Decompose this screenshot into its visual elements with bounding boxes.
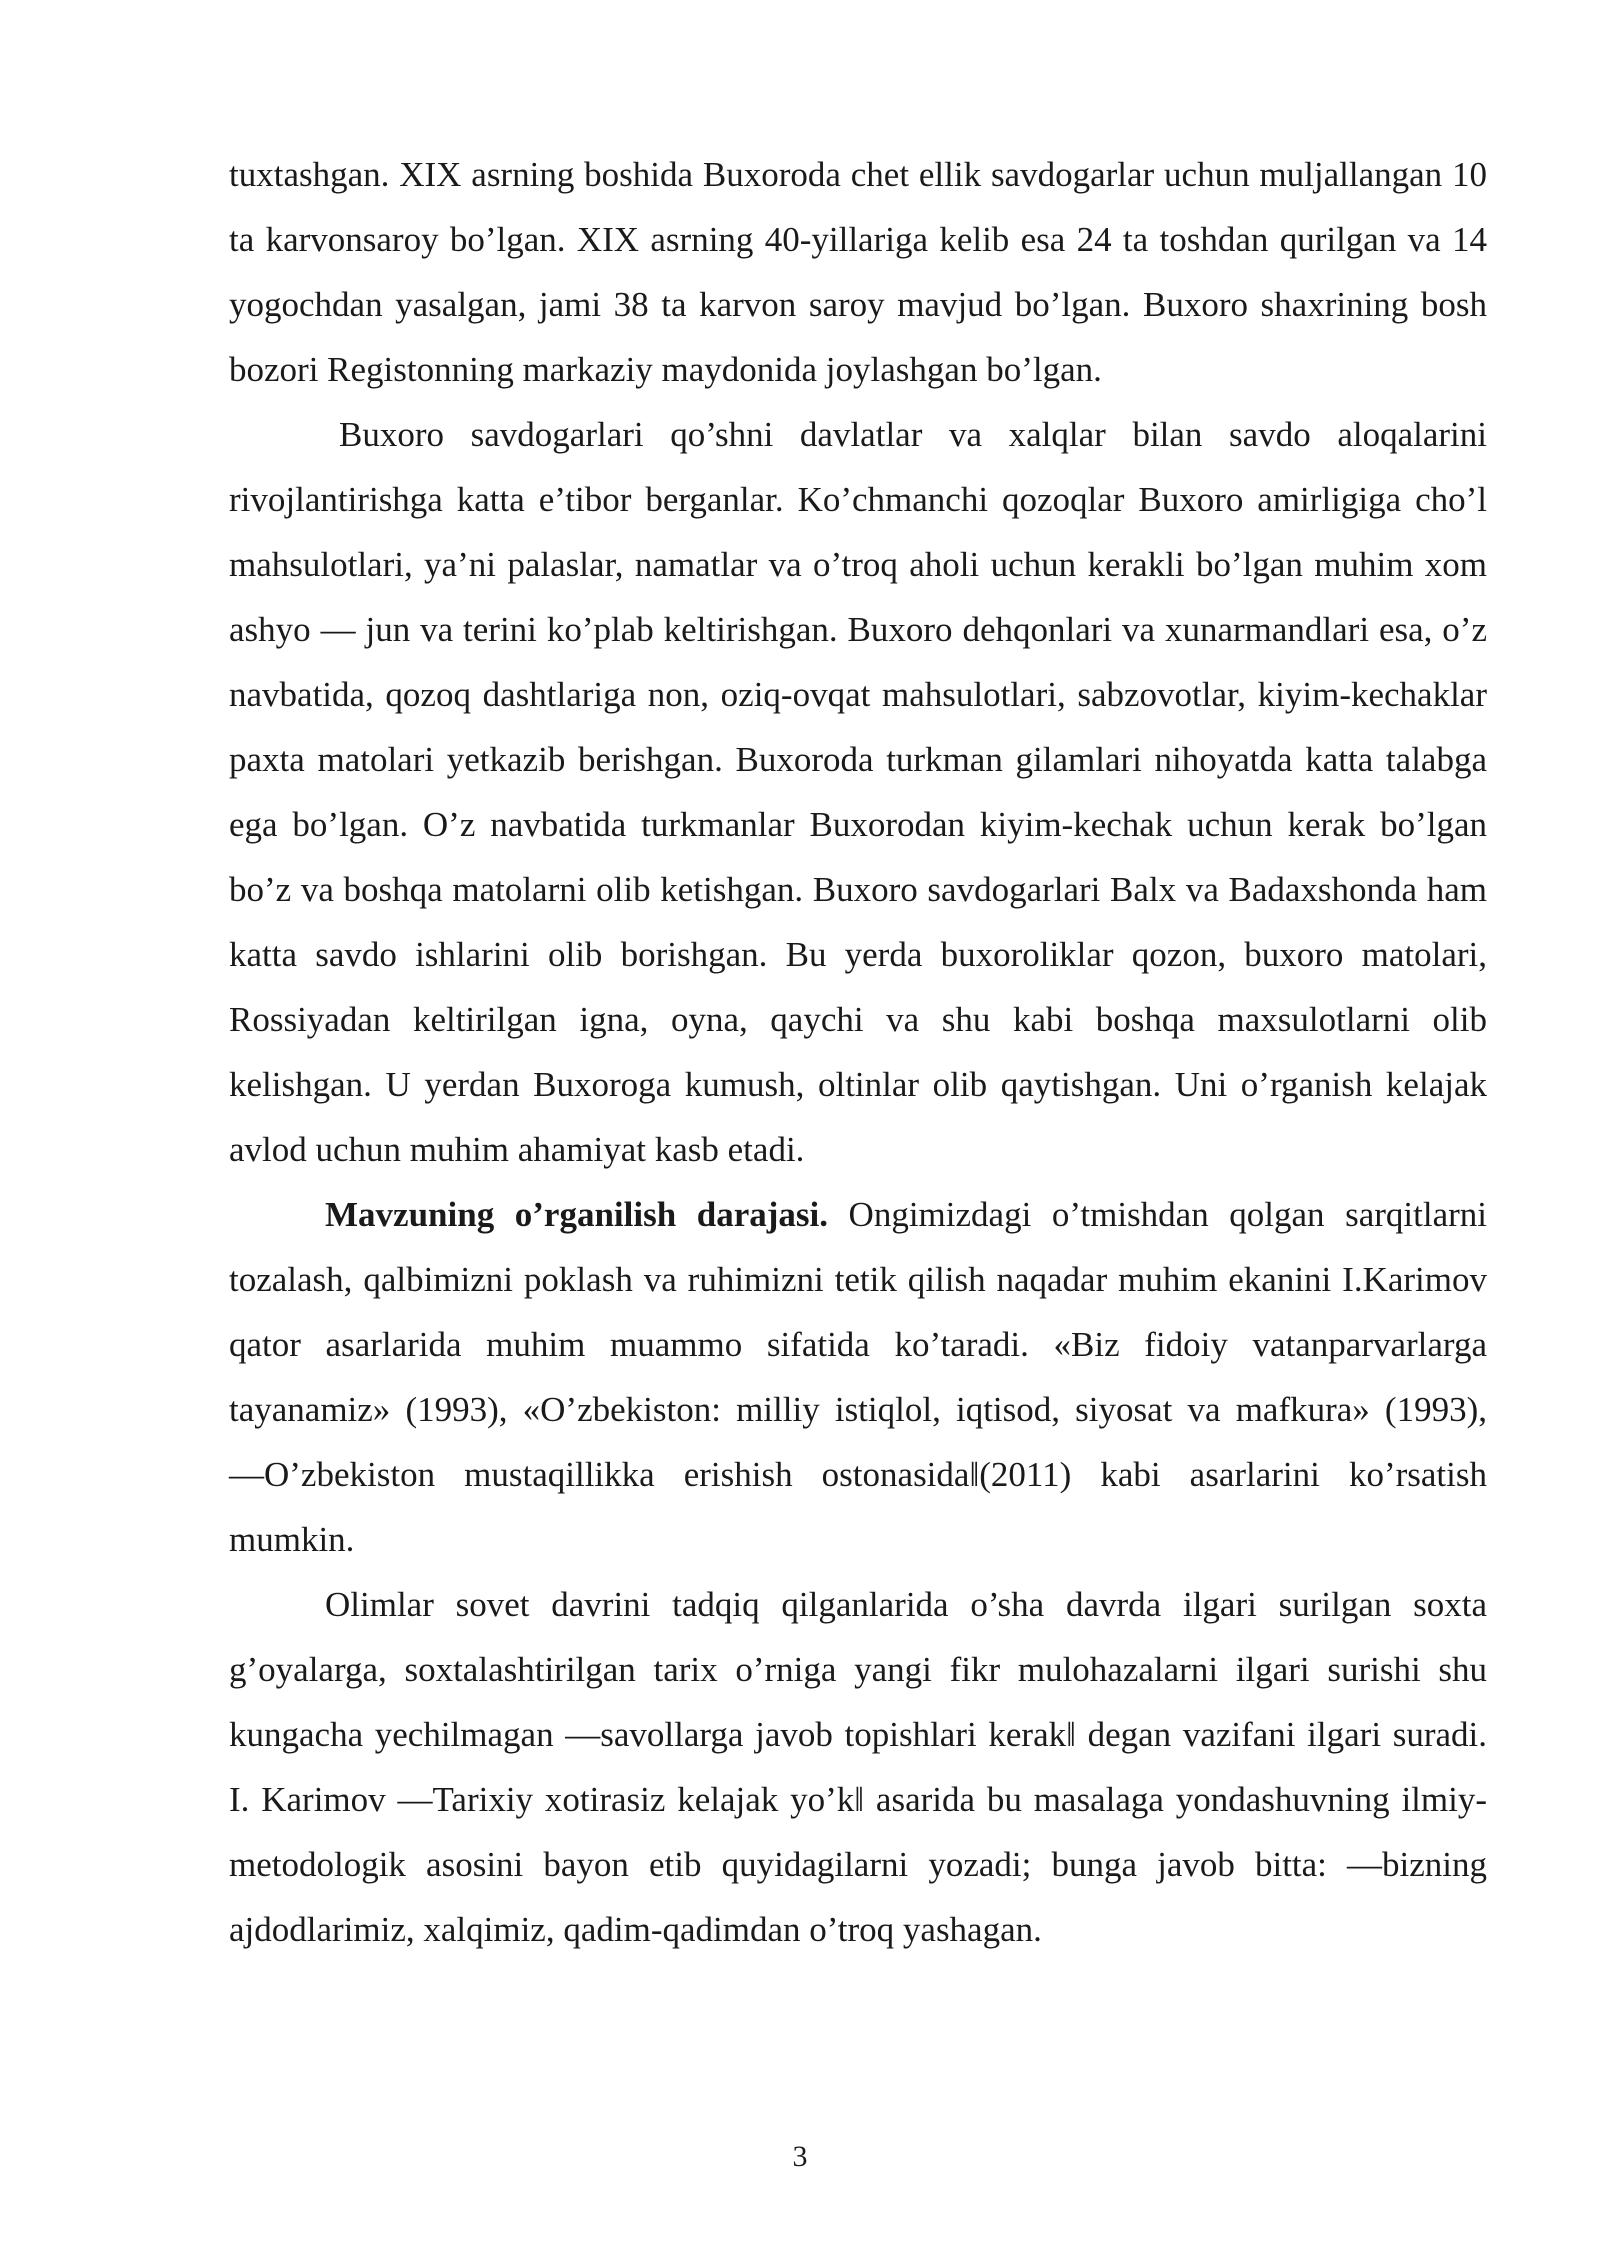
paragraph-olimlar	[229, 1572, 1487, 1962]
page-number: 3	[792, 2140, 808, 2173]
body-text	[229, 142, 1487, 1962]
paragraph-organilish-darajasi	[229, 1182, 1487, 1572]
paragraph-text: Buxoro savdogarlari qo’shni davlatlar va xalqlar bilan savdo aloqalarini rivojlantirishga katta e’tibor berganlar. Ko’chmanchi qozoqlar Buxoro amirligiga cho’l mahsulotlari, ya’ni palaslar, namatlar va o’troq aholi uchun kerakli bo’lgan muhim xom ashyo — jun va terini ko’plab keltirishgan. Buxoro dehqonlari va xunarmandlari esa, o’z navbatida, qozoq dashtlariga non, oziq-ovqat mahsulotlari, sabzovotlar, kiyim-kechaklar paxta matolari yetkazib berishgan. Buxoroda turkman gilamlari nihoyatda katta talabga ega bo’lgan. O’z navbatida turkmanlar Buxorodan kiyim-kechak uchun kerak bo’lgan bo’z va boshqa matolarni olib ketishgan. Buxoro savdogarlari Balx va Badaxshonda ham katta savdo ishlarini olib borishgan. Bu yerda buxoroliklar qozon, buxoro matolari, Rossiyadan keltirilgan igna, oyna, qaychi va shu kabi boshqa maxsulotlarni olib kelishgan. U yerdan Buxoroga kumush, oltinlar olib qaytishgan. Uni o’rganish kelajak avlod uchun muhim ahamiyat kasb etadi.	[229, 415, 1487, 1169]
paragraph-text: tuxtashgan. XIX asrning boshida Buxoroda chet ellik savdogarlar uchun muljallangan 10 ta karvonsaroy bo’lgan. XIX asrning 40-yillariga kelib esa 24 ta toshdan qurilgan va 14 yogochdan yasalgan, jami 38 ta karvon saroy mavjud bo’lgan. Buxoro shaxrining bosh bozori Registonning markaziy maydonida joylashgan bo’lgan.	[229, 155, 1487, 389]
paragraph-text: Ongimizdagi o’tmishdan qolgan sarqitlarni tozalash, qalbimizni poklash va ruhimizni tetik qilish naqadar muhim ekanini I.Karimov qator asarlarida muhim muammo sifatida ko’taradi. «Biz fidoiy vatanparvarlarga tayanamiz» (1993), «O’zbekiston: milliy istiqlol, iqtisod, siyosat va mafkura» (1993), ―O’zbekiston mustaqillikka erishish ostonasida‖(2011) kabi asarlarini ko’rsatish mumkin.	[229, 1195, 1487, 1559]
paragraph-karvonsaroy	[229, 142, 1487, 402]
section-heading-inline: Mavzuning o’rganilish darajasi.	[325, 1195, 828, 1234]
paragraph-text: Olimlar sovet davrini tadqiq qilganlarida o’sha davrda ilgari surilgan soxta g’oyalarga, soxtalashtirilgan tarix o’rniga yangi fikr mulohazalarni ilgari surishi shu kungacha yechilmagan ―savollarga javob topishlari kerak‖ degan vazifani ilgari suradi. I. Karimov ―Tarixiy xotirasiz kelajak yo’k‖ asarida bu masalaga yondashuvning ilmiy-metodologik asosini bayon etib quyidagilarni yozadi; bunga javob bitta: ―bizning ajdodlarimiz, xalqimiz, qadim-qadimdan o’troq yashagan.	[229, 1585, 1487, 1949]
paragraph-savdo-aloqalari	[229, 402, 1487, 1182]
